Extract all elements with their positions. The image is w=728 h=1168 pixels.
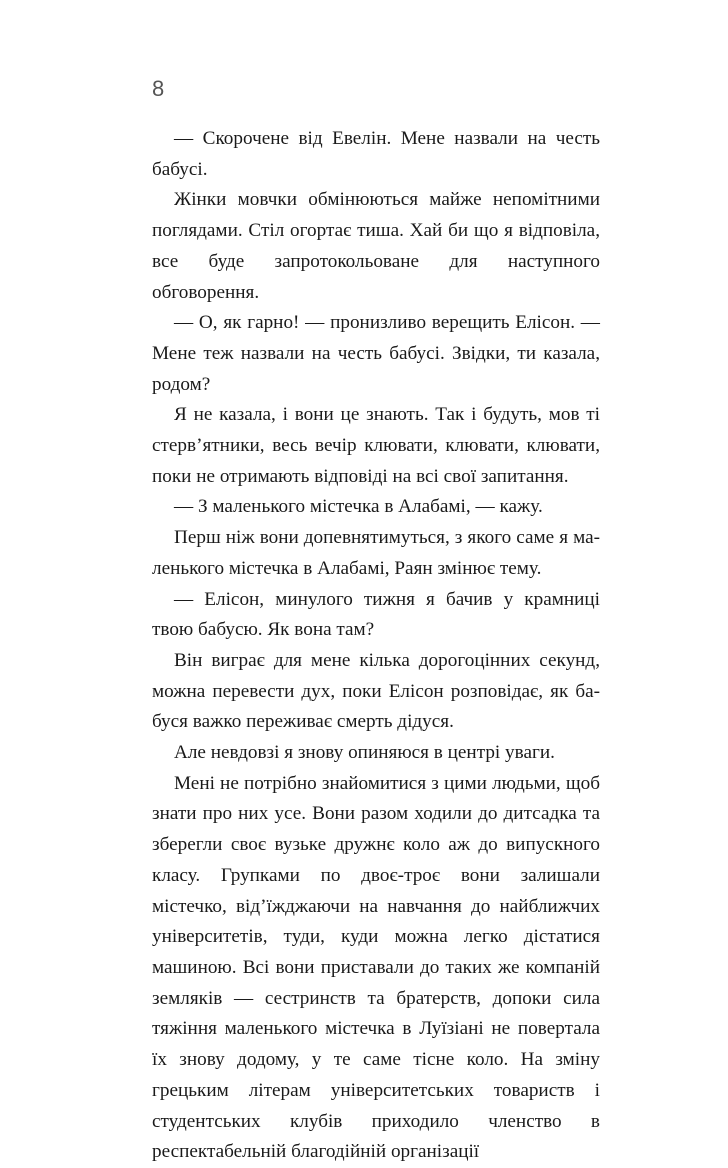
paragraph: Але невдовзі я знову опиняюся в центрі уваги.	[174, 742, 555, 764]
paragraph: Мені не потрібно знайомитися з цими людьми, щоб знати про них усе. Вони разом ходили до дитсадка та зберегли своє вузьке дружнє коло аж до випускного класу. Групками по двоє-троє вони залишали містечко, від’їжджаючи на навчання до найближчих університетів, туди, куди можна легко дістатися машиною. Всі вони приставали до таких же компаній земляків — сестринств та братерств, допоки сила тяжіння маленького містечка в Луїзіані не повертала їх знову додому, у те саме тісне коло. На зміну грецьким літерам університетських товариств і студентських клубів приходило членство в респектабельній благодійній організації	[152, 772, 600, 1163]
paragraph: Він виграє для мене кілька дорогоцінних секунд, можна перевести дух, поки Елісон розповідає, як бабуся важко переживає смерть дідуся.	[152, 649, 600, 733]
paragraph: — Елісон, минулого тижня я бачив у крамниці твою бабусю. Як вона там?	[152, 588, 600, 641]
paragraph: Жінки мовчки обмінюються майже непомітними поглядами. Стіл огортає тиша. Хай би що я відповіла, все буде запротокольоване для наступного обговорення.	[152, 189, 600, 303]
paragraph: Перш ніж вони допевнятимуться, з якого саме я маленького містечка в Алабамі, Раян змінює тему.	[152, 527, 600, 579]
body-text	[152, 124, 600, 1168]
paragraph: — Скорочене від Евелін. Мене назвали на честь бабусі.	[152, 128, 600, 180]
paragraph: — З маленького містечка в Алабамі, — кажу.	[174, 496, 543, 518]
paragraph: — О, як гарно! — пронизливо верещить Елісон. — Мене теж назвали на честь бабусі. Звідки, ти казала, родом?	[152, 312, 600, 395]
paragraph: Я не казала, і вони це знають. Так і будуть, мов ті стерв’ятники, весь вечір клювати, клювати, клювати, поки не отримають відповіді на всі свої запитання.	[152, 404, 600, 487]
page-number: 8	[152, 76, 165, 101]
